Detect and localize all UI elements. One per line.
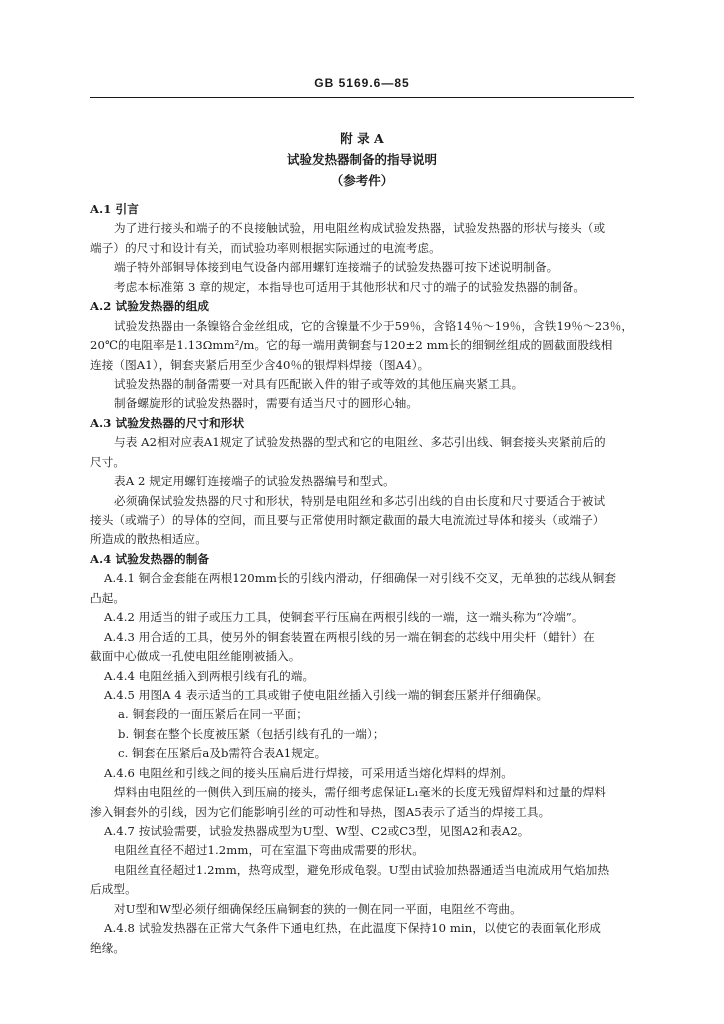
text-line: 表A 2 规定用螺钉连接端子的试验发热器编号和型式。 (114, 474, 395, 489)
text-line: 电阻丝直径超过1.2mm，热弯成型，避免形成龟裂。U型由试验加热器通适当电流成用气焰加热 (114, 862, 610, 877)
text-line: 所造成的散热相适应。 (90, 532, 207, 547)
text-line: A.4.4 电阻丝插入到两根引线有孔的端。 (104, 668, 315, 683)
text-line: 考虑本标准第 3 章的规定，本指导也可适用于其他形状和尺寸的端子的试验发热器的制备。 (114, 279, 586, 294)
text-line: 试验发热器的制备需要一对具有匹配嵌入件的钳子或等效的其他压扁夹紧工具。 (114, 376, 524, 391)
appendix-note: （参考件） (330, 173, 394, 188)
text-line: a. 铜套段的一面压紧后在同一平面； (118, 707, 308, 722)
text-line: 端子）的尺寸和设计有关，而试验功率则根据实际通过的电流考虑。 (90, 240, 441, 255)
text-line: 必须确保试验发热器的尺寸和形状，特别是电阻丝和多芯引出线的自由长度和尺寸要适合于被试 (114, 493, 606, 508)
text-line: 对U型和W型必须仔细确保经压扁铜套的狭的一侧在同一平面，电阻丝不弯曲。 (114, 901, 522, 916)
text-line: 截面中心做成一孔使电阻丝能刚被插入。 (90, 649, 301, 664)
text-line: 后成型。 (90, 882, 137, 897)
text-line: b. 铜套在整个长度被压紧（包括引线有孔的一端）； (118, 726, 385, 741)
text-line: A.4.7 按试验需要，试验发热器成型为U型、W型、C2或C3型，见图A2和表A2。 (104, 824, 530, 838)
text-line: 与表 A2相对应表A1规定了试验发热器的型式和它的电阻丝、多芯引出线、铜套接头夹紧前后的 (114, 435, 606, 450)
text-line: A.4.5 用图A 4 表示适当的工具或钳子使电阻丝插入引线一端的铜套压紧并仔细确保。 (104, 687, 549, 702)
text-line: 制备螺旋形的试验发热器时，需要有适当尺寸的圆形心轴。 (114, 396, 419, 411)
text-line: 为了进行接头和端子的不良接触试验，用电阻丝构成试验发热器，试验发热器的形状与接头（或 (114, 221, 606, 236)
text-line: A.4.2 用适当的钳子或压力工具，使铜套平行压扁在两根引线的一端，这一端头称为“冷端”。 (104, 610, 584, 625)
appendix-title: 试验发热器制备的指导说明 (286, 152, 437, 167)
text-line: A.4.6 电阻丝和引线之间的接头压扁后进行焊接，可采用适当熔化焊料的焊剂。 (104, 765, 513, 780)
text-line: 试验发热器由一条镍铬合金丝组成，它的含镍量不少于59％，含铬14％～19％，含铁19％～23％， (114, 318, 634, 333)
text-line: A.4.3 用合适的工具，使另外的铜套装置在两根引线的另一端在铜套的芯线中用尖杆（蜡针）在 (104, 629, 595, 644)
text-line: A.4.8 试验发热器在正常大气条件下通电红热，在此温度下保持10 min，以使它的表面氧化形成 (104, 921, 601, 936)
text-line: 接头（或端子）的导体的空间，而且要与正常使用时额定截面的最大电流流过导体和接头（或端子） (90, 513, 605, 527)
document-body (90, 200, 636, 958)
text-line: A.4.1 铜合金套能在两根120mm长的引线内滑动，仔细确保一对引线不交叉，无单独的芯线从铜套 (104, 571, 617, 586)
text-line: 绝缘。 (90, 940, 126, 955)
text-line: 凸起。 (90, 590, 126, 605)
text-line: 电阻丝直径不超过1.2mm，可在室温下弯曲成需要的形状。 (114, 843, 424, 858)
text-line: 渗入铜套外的引线，因为它们能影响引丝的可动性和导热，图A5表示了适当的焊接工具。 (90, 804, 551, 819)
text-line: A.4 试验发热器的制备 (90, 551, 210, 566)
standard-number-header: GB 5169.6—85 (314, 76, 410, 90)
text-line: A.3 试验发热器的尺寸和形状 (90, 415, 245, 430)
appendix-label: 附 录 A (340, 131, 384, 146)
text-line: 焊料由电阻丝的一侧供入到压扁的接头，需仔细考虑保证L₁毫米的长度无残留焊料和过量的焊料 (114, 785, 606, 800)
text-line: A.1 引言 (90, 202, 139, 216)
appendix-title-block (90, 128, 634, 191)
text-line: A.2 试验发热器的组成 (90, 299, 210, 314)
text-line: 尺寸。 (90, 454, 126, 469)
text-line: 连接（图A1），铜套夹紧后用至少含40％的银焊料焊接（图A4）。 (90, 357, 430, 372)
text-line: c. 铜套在压紧后a及b需符合表A1规定。 (118, 746, 327, 761)
text-line: 20℃的电阻率是1.13Ωmm²/m。它的每一端用黄铜套与120±2 mm长的细铜丝组成的圆截面股线相 (90, 338, 613, 353)
text-line: 端子特外部铜导体接到电气设备内部用螺钉连接端子的试验发热器可按下述说明制备。 (114, 260, 559, 275)
header-rule (90, 97, 634, 98)
